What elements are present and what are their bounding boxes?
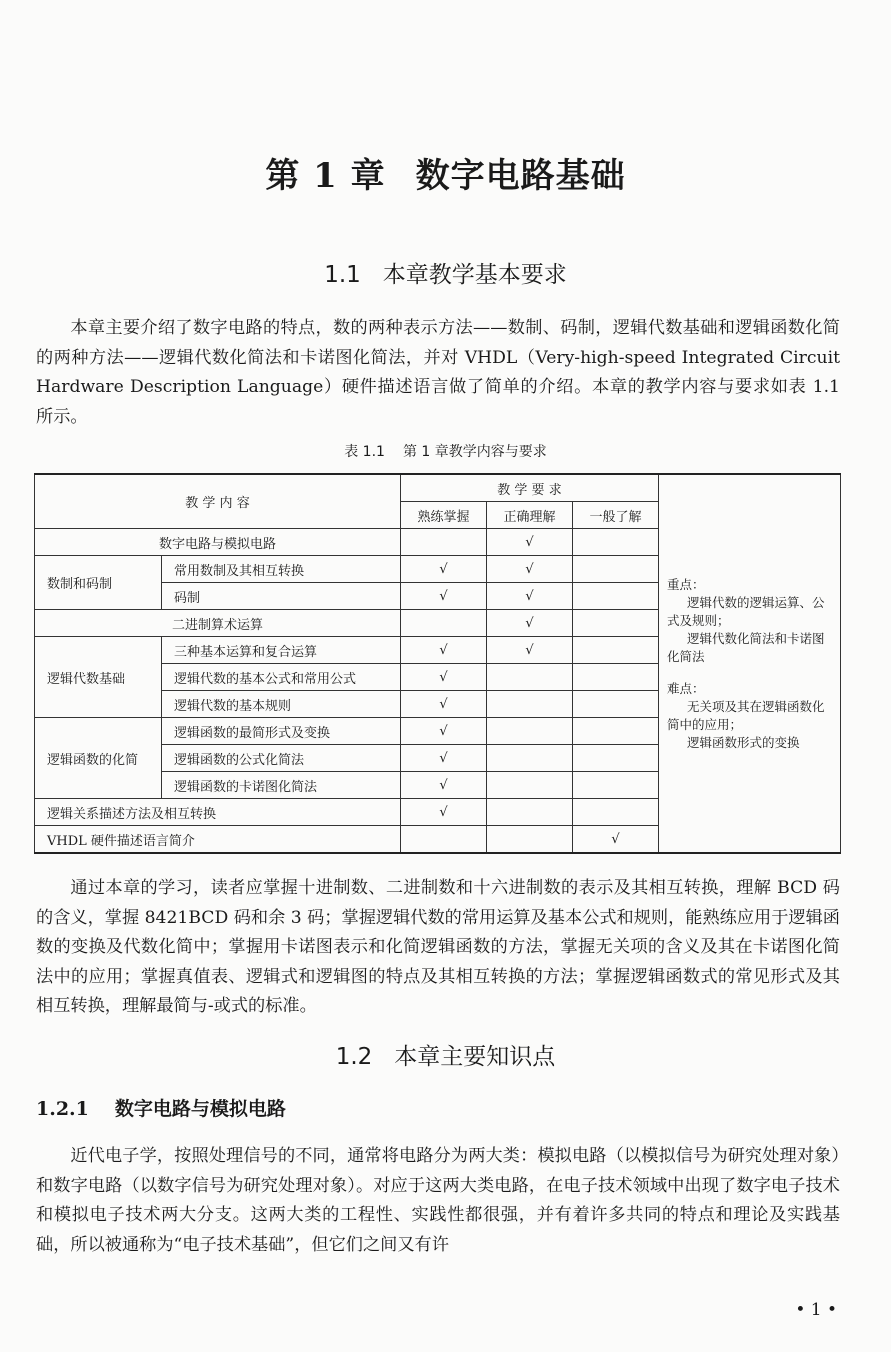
check-mark: √ (401, 583, 487, 610)
content-cell: 逻辑函数的最简形式及变换 (162, 718, 401, 745)
check-mark: √ (487, 556, 573, 583)
table-header-row (35, 474, 841, 502)
table-caption (0, 441, 891, 461)
check-mark: √ (487, 610, 573, 637)
check-mark: √ (487, 583, 573, 610)
chapter-title (0, 148, 891, 197)
content-cell: 逻辑代数的基本规则 (162, 691, 401, 718)
level-know: 一般了解 (573, 502, 659, 529)
section-name: 本章主要知识点 (394, 1044, 556, 1070)
check-mark: √ (401, 772, 487, 799)
teaching-requirements-table (34, 473, 841, 854)
level-master: 熟练掌握 (401, 502, 487, 529)
section-number: 1.2 (335, 1044, 373, 1070)
content-cell: 二进制算术运算 (35, 610, 401, 637)
section-number: 1.1 (324, 262, 361, 288)
key-difficult-points (659, 474, 841, 853)
page-number: • 1 • (795, 1300, 837, 1320)
check-mark: √ (401, 664, 487, 691)
group-cell: 数制和码制 (35, 556, 162, 610)
check-mark: √ (487, 529, 573, 556)
check-mark: √ (401, 745, 487, 772)
key-point-1: 逻辑代数的逻辑运算、公式及规则； (667, 594, 825, 628)
section-title-1-2 (0, 1038, 891, 1071)
check-mark: √ (401, 718, 487, 745)
content-cell: 码制 (162, 583, 401, 610)
content-cell: 常用数制及其相互转换 (162, 556, 401, 583)
subsection-number: 1.2.1 (36, 1098, 89, 1120)
header-requirements: 教 学 要 求 (401, 474, 659, 502)
content-cell: VHDL 硬件描述语言简介 (35, 826, 401, 854)
check-mark: √ (487, 637, 573, 664)
table-caption-title: 第 1 章教学内容与要求 (402, 444, 547, 460)
content-cell: 逻辑函数的公式化简法 (162, 745, 401, 772)
subsection-title (36, 1094, 286, 1121)
content-cell: 三种基本运算和复合运算 (162, 637, 401, 664)
content-cell: 逻辑关系描述方法及相互转换 (35, 799, 401, 826)
check-mark: √ (401, 556, 487, 583)
check-mark: √ (401, 637, 487, 664)
summary-paragraph: 通过本章的学习，读者应掌握十进制数、二进制数和十六进制数的表示及其相互转换，理解 BCD 码的含义，掌握 8421BCD 码和余 3 码；掌握逻辑代数的常用运算及基本公式和规则，能熟练应用于逻辑函数的变换及代数化简中；掌握用卡诺图表示和化简逻辑函数的方法，掌握无关项的含义及其在卡诺图化简法中的应用；掌握真值表、逻辑式和逻辑图的特点及其相互转换的方法；掌握逻辑函数式的常见形式及其相互转换，理解最简与-或式的标准。 (36, 878, 840, 1016)
difficult-point-1: 无关项及其在逻辑函数化简中的应用； (667, 698, 825, 732)
check-mark: √ (401, 799, 487, 826)
header-content: 教 学 内 容 (35, 474, 401, 529)
check-mark: √ (573, 826, 659, 854)
key-points-label: 重点： (667, 576, 705, 592)
content-cell: 逻辑函数的卡诺图化简法 (162, 772, 401, 799)
difficult-points-label: 难点： (667, 680, 705, 696)
content-cell: 数字电路与模拟电路 (35, 529, 401, 556)
group-cell: 逻辑代数基础 (35, 637, 162, 718)
intro-paragraph: 本章主要介绍了数字电路的特点，数的两种表示方法——数制、码制，逻辑代数基础和逻辑函数化简的两种方法——逻辑代数化简法和卡诺图化简法，并对 VHDL（Very-high-speed Integrated Circuit Hardware Description Language）硬件描述语言做了简单的介绍。本章的教学内容与要求如表 1.1 所示。 (36, 318, 840, 427)
section-title-1-1 (0, 256, 891, 289)
chapter-number: 第 1 章 (265, 156, 386, 196)
subsection-name: 数字电路与模拟电路 (114, 1098, 286, 1120)
check-mark: √ (401, 691, 487, 718)
group-cell: 逻辑函数的化简 (35, 718, 162, 799)
section-name: 本章教学基本要求 (382, 262, 567, 288)
level-understand: 正确理解 (487, 502, 573, 529)
difficult-point-2: 逻辑函数形式的变换 (687, 734, 800, 750)
content-cell: 逻辑代数的基本公式和常用公式 (162, 664, 401, 691)
key-point-2: 逻辑代数化简法和卡诺图化简法 (667, 630, 825, 664)
body-paragraph: 近代电子学，按照处理信号的不同，通常将电路分为两大类：模拟电路（以模拟信号为研究处理对象）和数字电路（以数字信号为研究处理对象）。对应于这两大类电路，在电子技术领域中出现了数字电子技术和模拟电子技术两大分支。这两大类的工程性、实践性都很强，并有着许多共同的特点和理论及实践基础，所以被通称为“电子技术基础”，但它们之间又有许 (36, 1146, 840, 1255)
table-caption-number: 表 1.1 (344, 444, 385, 460)
chapter-name: 数字电路基础 (415, 156, 626, 196)
